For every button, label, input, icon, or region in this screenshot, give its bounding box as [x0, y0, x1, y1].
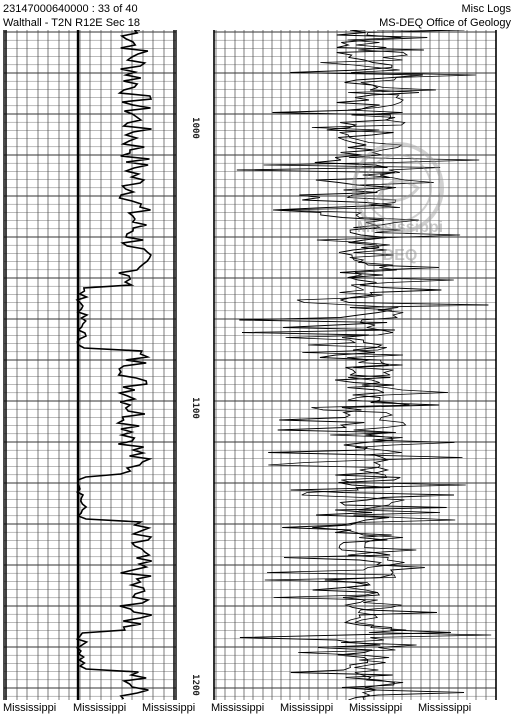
watermark-state: Mississippi [356, 219, 444, 236]
footer-watermark-text: Mississippi [418, 702, 472, 714]
depth-label: 1200 [190, 674, 200, 696]
footer-watermark-text: Mississippi [3, 702, 57, 714]
footer-watermark-text: Mississippi [280, 702, 334, 714]
document-category: Misc Logs [461, 3, 511, 15]
footer-watermark-text: Mississippi [142, 702, 196, 714]
agency-name: MS-DEQ Office of Geology [379, 17, 511, 29]
depth-label: 1100 [190, 397, 200, 419]
depth-label: 1000 [190, 117, 200, 139]
watermark-agency: DEQ [382, 247, 418, 264]
footer-watermark-text: Mississippi [73, 702, 127, 714]
footer-watermark-strip [0, 702, 516, 715]
well-log-scan [0, 30, 516, 700]
footer-watermark-text: Mississippi [349, 702, 403, 714]
document-id: 23147000640000 : 33 of 40 [3, 3, 138, 15]
footer-watermark-text: Mississippi [211, 702, 265, 714]
well-location: Walthall - T2N R12E Sec 18 [3, 17, 140, 29]
